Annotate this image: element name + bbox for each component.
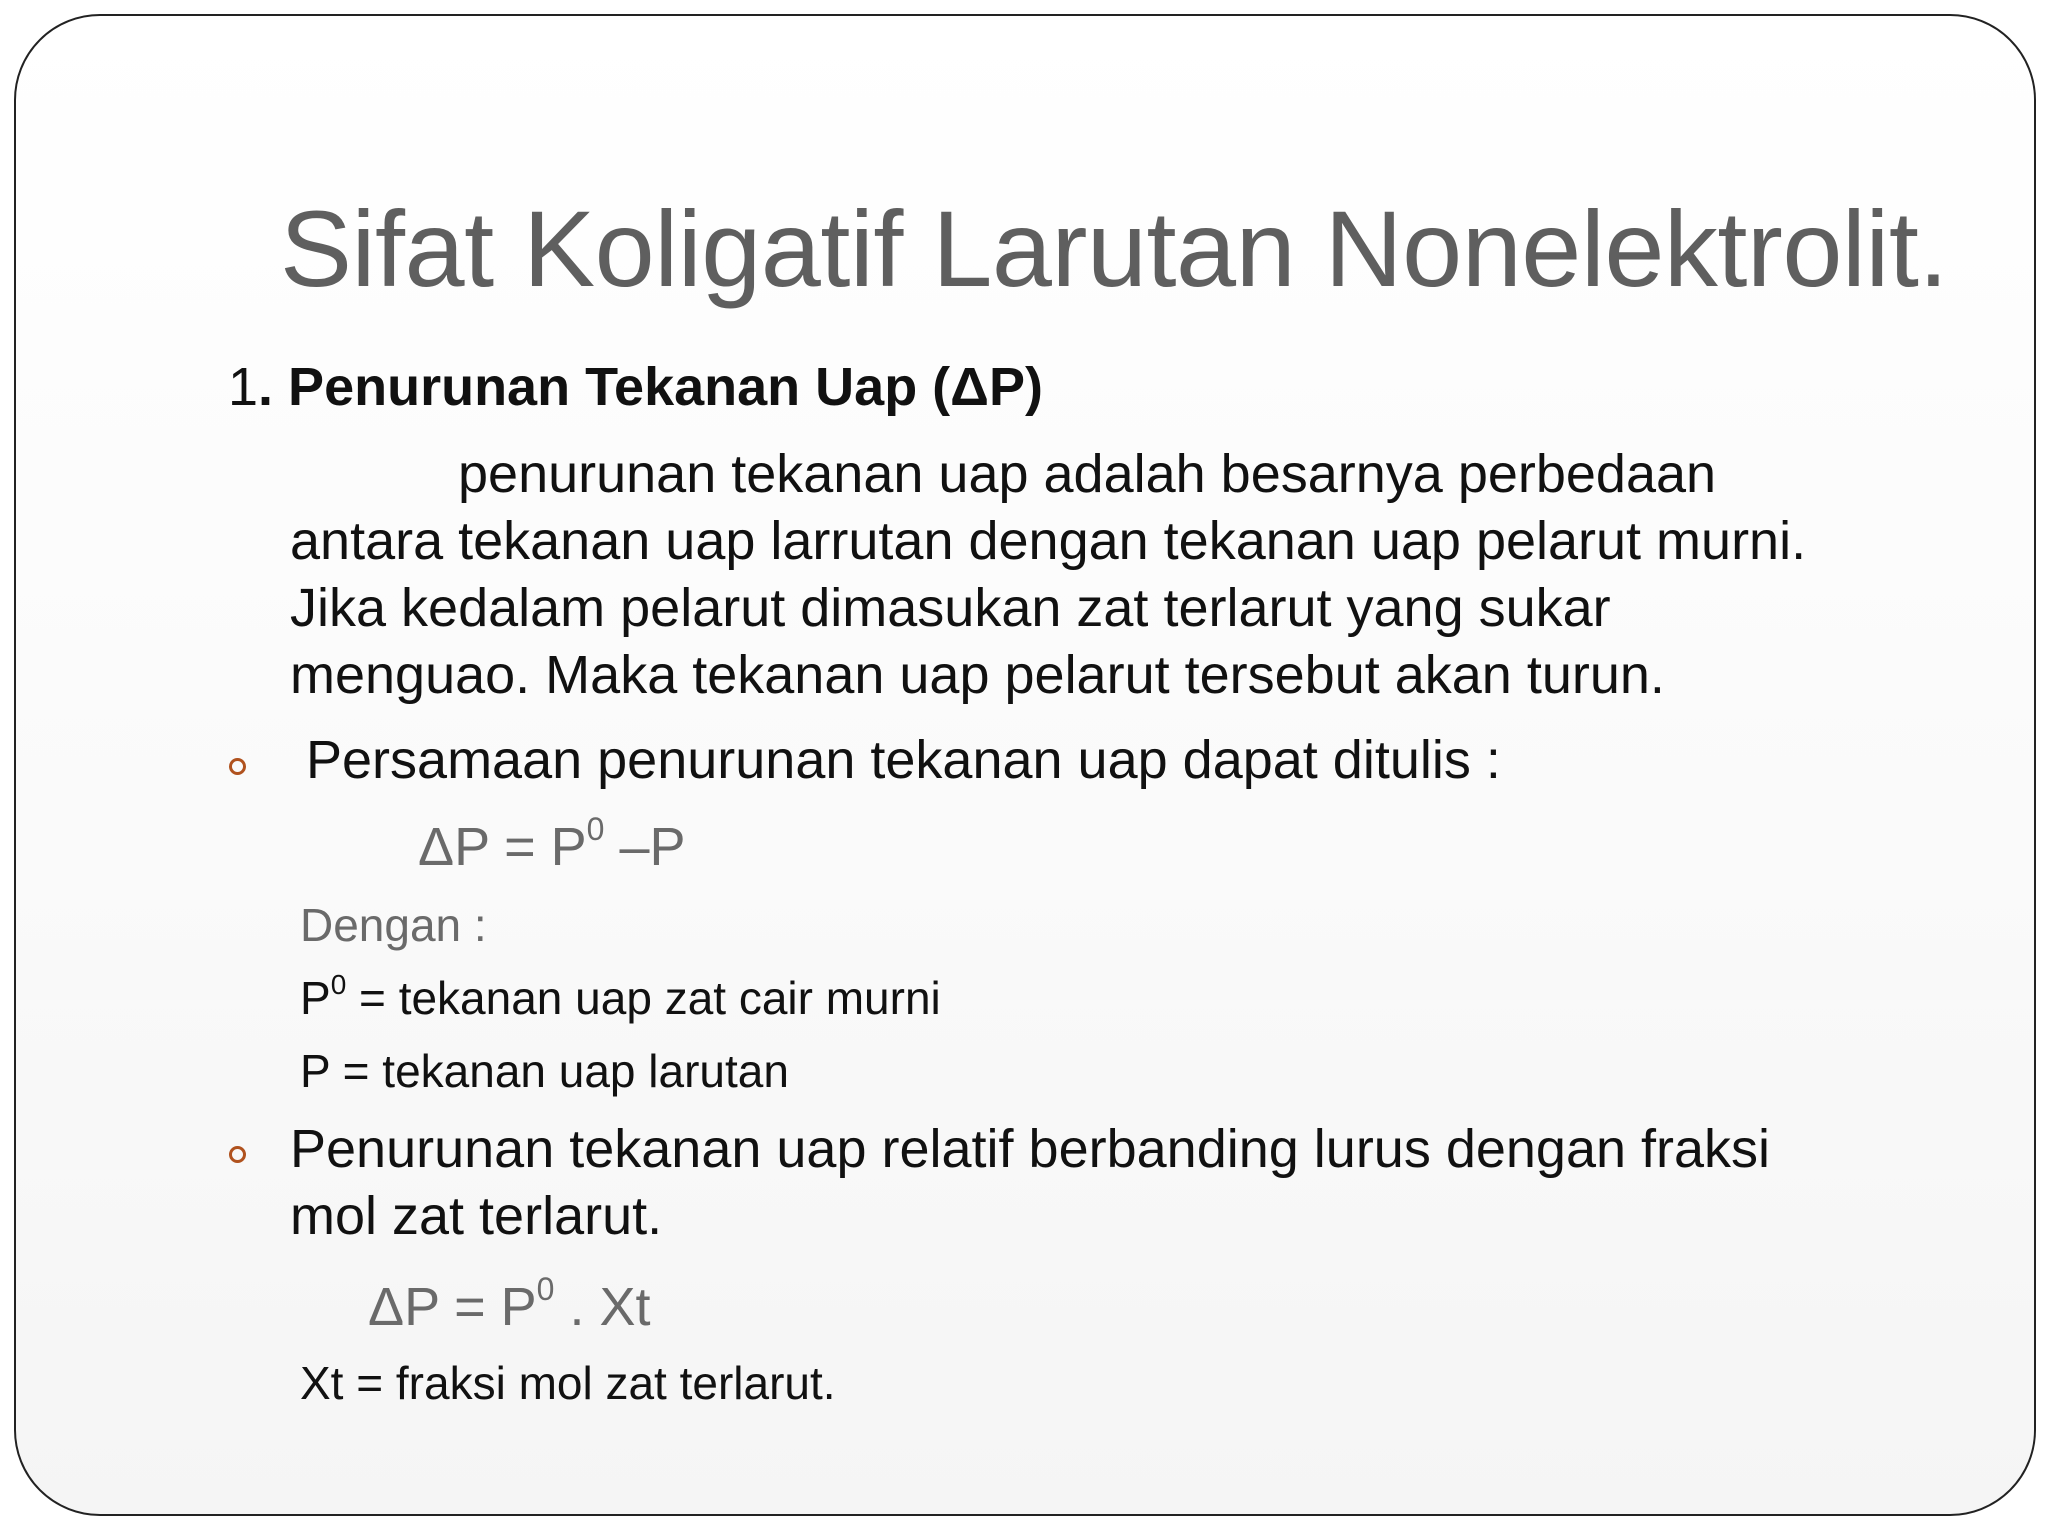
formula-right: –P bbox=[604, 817, 686, 877]
definition-xt: Xt = fraksi mol zat terlarut. bbox=[300, 1357, 836, 1409]
section-heading bbox=[228, 356, 1043, 418]
formula-left: ΔP = P bbox=[418, 817, 587, 877]
bullet-line: Penurunan tekanan uap relatif berbanding lurus dengan fraksi bbox=[290, 1119, 1771, 1179]
formula-left: ΔP = P bbox=[368, 1277, 537, 1337]
section-heading-text: . Penurunan Tekanan Uap (ΔP) bbox=[258, 357, 1043, 417]
definition-text: = tekanan uap zat cair murni bbox=[346, 972, 941, 1024]
paragraph-line: antara tekanan uap larrutan dengan tekanan uap pelarut murni. bbox=[290, 511, 1807, 571]
definition-symbol: P bbox=[300, 972, 331, 1024]
dengan-label: Dengan : bbox=[300, 899, 487, 951]
formula-superscript: 0 bbox=[536, 1271, 555, 1307]
hollow-circle-bullet-icon bbox=[229, 758, 246, 775]
paragraph-line: Jika kedalam pelarut dimasukan zat terlarut yang sukar bbox=[290, 578, 1611, 638]
definition-p bbox=[300, 1044, 789, 1098]
definition-p0 bbox=[300, 968, 941, 1025]
slide-title: Sifat Koligatif Larutan Nonelektrolit. bbox=[280, 188, 1948, 309]
bullet-relative-lowering bbox=[290, 1116, 1770, 1250]
bullet-line: mol zat terlarut. bbox=[290, 1186, 663, 1246]
hollow-circle-bullet-icon bbox=[229, 1146, 246, 1163]
paragraph-line: menguao. Maka tekanan uap pelarut tersebut akan turun. bbox=[290, 645, 1665, 705]
definition-text: = tekanan uap larutan bbox=[329, 1045, 789, 1097]
formula-right: . Xt bbox=[554, 1277, 651, 1337]
mole-fraction-formula bbox=[368, 1271, 651, 1338]
paragraph-line: penurunan tekanan uap adalah besarnya perbedaan bbox=[458, 444, 1717, 504]
bullet-equation-intro: Persamaan penurunan tekanan uap dapat ditulis : bbox=[306, 730, 1501, 790]
section-number: 1 bbox=[228, 357, 259, 417]
vapor-pressure-formula bbox=[418, 811, 686, 878]
definition-superscript: 0 bbox=[330, 968, 347, 1000]
slide-frame bbox=[14, 14, 2036, 1516]
definition-paragraph bbox=[290, 441, 1930, 709]
definition-symbol: P bbox=[300, 1045, 330, 1097]
formula-superscript: 0 bbox=[586, 811, 605, 847]
